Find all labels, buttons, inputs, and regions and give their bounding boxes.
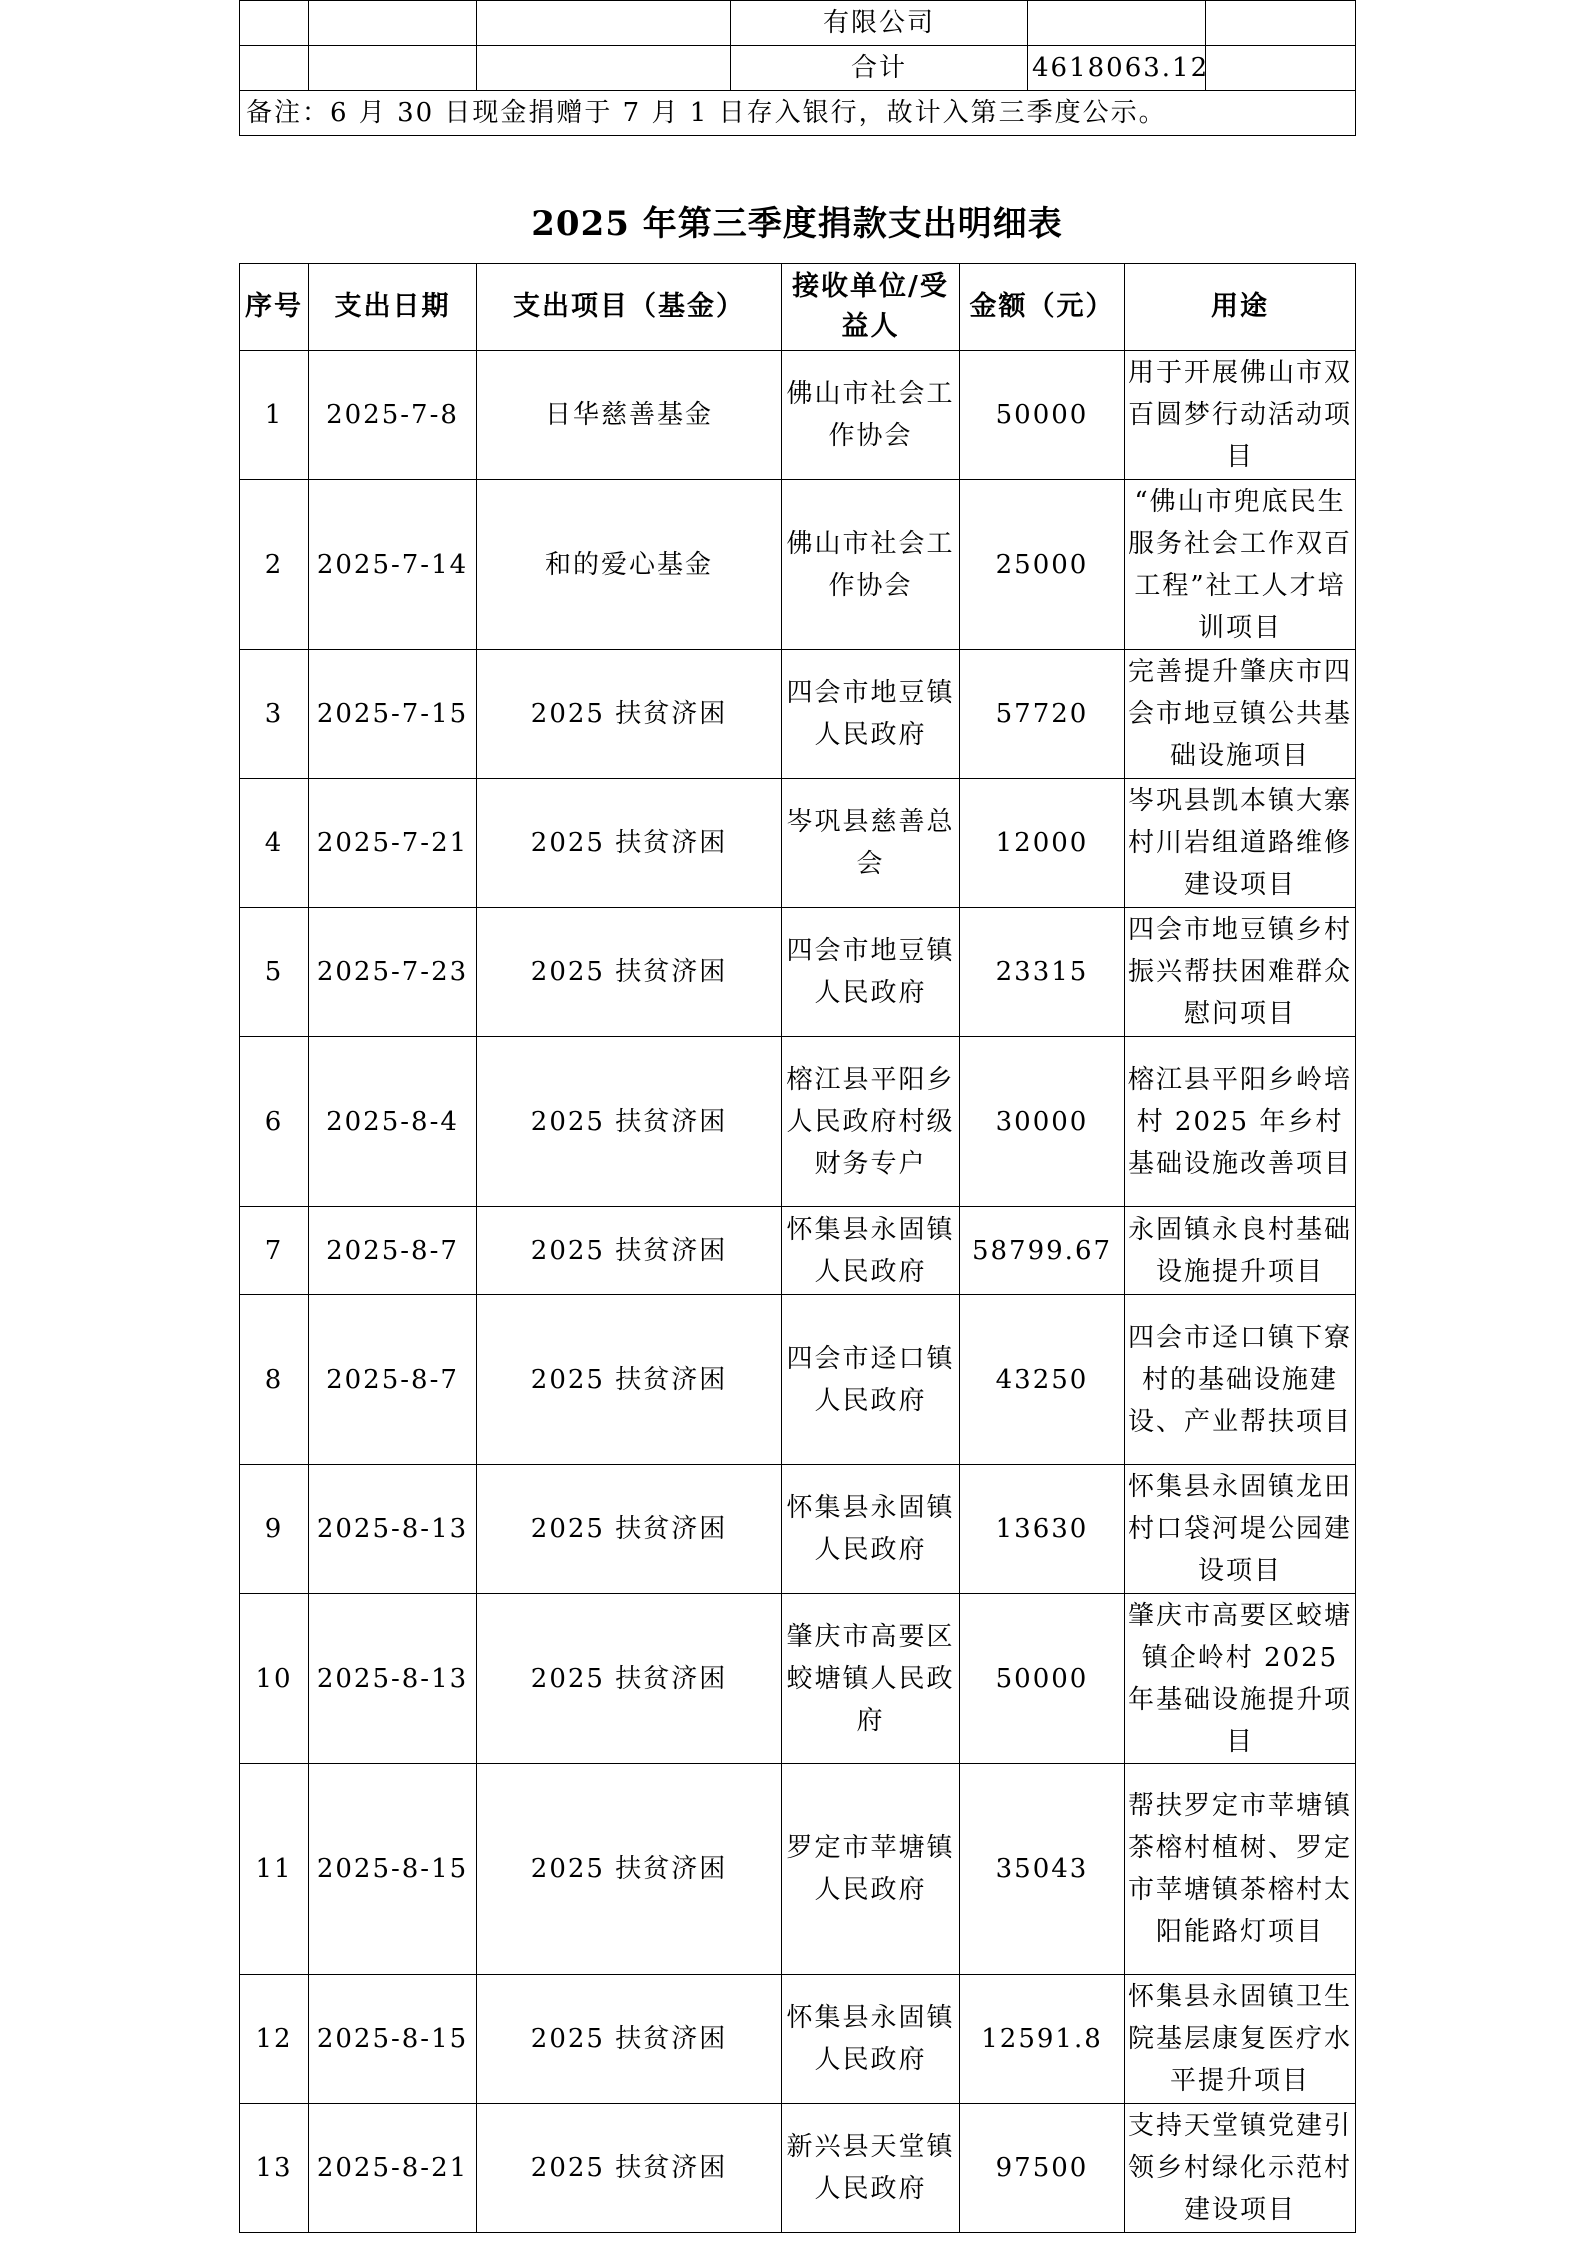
table-row bbox=[240, 1207, 1356, 1295]
row-recipient: 新兴县天堂镇人民政府 bbox=[782, 2104, 960, 2233]
row-amount: 50000 bbox=[960, 1594, 1125, 1764]
row-project: 2025 扶贫济困 bbox=[477, 1465, 782, 1594]
row-amount: 12591.8 bbox=[960, 1975, 1125, 2104]
row-recipient: 罗定市苹塘镇人民政府 bbox=[782, 1764, 960, 1975]
row-no: 11 bbox=[240, 1764, 309, 1975]
row-no: 8 bbox=[240, 1295, 309, 1465]
table-cell bbox=[477, 46, 731, 91]
row-purpose: 完善提升肇庆市四会市地豆镇公共基础设施项目 bbox=[1125, 650, 1356, 779]
table-cell bbox=[477, 1, 731, 46]
table-row bbox=[240, 2104, 1356, 2233]
row-date: 2025-8-7 bbox=[309, 1207, 477, 1295]
row-date: 2025-8-7 bbox=[309, 1295, 477, 1465]
row-no: 9 bbox=[240, 1465, 309, 1594]
row-no: 2 bbox=[240, 480, 309, 650]
row-date: 2025-8-4 bbox=[309, 1037, 477, 1207]
table-cell bbox=[309, 46, 477, 91]
table-cell bbox=[309, 1, 477, 46]
row-recipient: 四会市地豆镇人民政府 bbox=[782, 908, 960, 1037]
row-amount: 58799.67 bbox=[960, 1207, 1125, 1295]
row-no: 7 bbox=[240, 1207, 309, 1295]
row-date: 2025-8-15 bbox=[309, 1764, 477, 1975]
row-project: 和的爱心基金 bbox=[477, 480, 782, 650]
row-date: 2025-7-8 bbox=[309, 351, 477, 480]
total-label: 合计 bbox=[731, 46, 1028, 91]
row-amount: 30000 bbox=[960, 1037, 1125, 1207]
carryover-table bbox=[239, 0, 1356, 136]
row-purpose: 岑巩县凯本镇大寨村川岩组道路维修建设项目 bbox=[1125, 779, 1356, 908]
row-date: 2025-7-23 bbox=[309, 908, 477, 1037]
row-purpose: 支持天堂镇党建引领乡村绿化示范村建设项目 bbox=[1125, 2104, 1356, 2233]
row-purpose: 四会市地豆镇乡村振兴帮扶困难群众慰问项目 bbox=[1125, 908, 1356, 1037]
row-purpose: 怀集县永固镇龙田村口袋河堤公园建设项目 bbox=[1125, 1465, 1356, 1594]
row-purpose: 永固镇永良村基础设施提升项目 bbox=[1125, 1207, 1356, 1295]
table-row bbox=[240, 1295, 1356, 1465]
row-amount: 50000 bbox=[960, 351, 1125, 480]
table-row bbox=[240, 1594, 1356, 1764]
row-date: 2025-8-15 bbox=[309, 1975, 477, 2104]
row-project: 2025 扶贫济困 bbox=[477, 1975, 782, 2104]
row-purpose: 四会市迳口镇下寮村的基础设施建设、产业帮扶项目 bbox=[1125, 1295, 1356, 1465]
row-amount: 97500 bbox=[960, 2104, 1125, 2233]
row-project: 2025 扶贫济困 bbox=[477, 2104, 782, 2233]
header-project: 支出项目（基金） bbox=[477, 264, 782, 351]
donation-expense-table bbox=[239, 263, 1356, 2233]
row-amount: 13630 bbox=[960, 1465, 1125, 1594]
row-no: 13 bbox=[240, 2104, 309, 2233]
row-project: 2025 扶贫济困 bbox=[477, 1207, 782, 1295]
header-date: 支出日期 bbox=[309, 264, 477, 351]
row-purpose: 帮扶罗定市苹塘镇茶榕村植树、罗定市苹塘镇茶榕村太阳能路灯项目 bbox=[1125, 1764, 1356, 1975]
table-row bbox=[240, 779, 1356, 908]
row-recipient: 肇庆市高要区蛟塘镇人民政府 bbox=[782, 1594, 960, 1764]
row-date: 2025-8-13 bbox=[309, 1594, 477, 1764]
header-row bbox=[240, 264, 1356, 351]
remark-note: 备注：6 月 30 日现金捐赠于 7 月 1 日存入银行，故计入第三季度公示。 bbox=[240, 91, 1356, 136]
row-no: 4 bbox=[240, 779, 309, 908]
table-row bbox=[240, 1465, 1356, 1594]
row-project: 2025 扶贫济困 bbox=[477, 908, 782, 1037]
row-purpose: 榕江县平阳乡岭培村 2025 年乡村基础设施改善项目 bbox=[1125, 1037, 1356, 1207]
row-no: 10 bbox=[240, 1594, 309, 1764]
row-no: 1 bbox=[240, 351, 309, 480]
row-date: 2025-8-21 bbox=[309, 2104, 477, 2233]
row-amount: 12000 bbox=[960, 779, 1125, 908]
row-no: 12 bbox=[240, 1975, 309, 2104]
row-recipient: 怀集县永固镇人民政府 bbox=[782, 1207, 960, 1295]
page-title: 2025 年第三季度捐款支出明细表 bbox=[531, 204, 1063, 244]
row-recipient: 岑巩县慈善总会 bbox=[782, 779, 960, 908]
row-recipient: 怀集县永固镇人民政府 bbox=[782, 1975, 960, 2104]
row-recipient: 四会市迳口镇人民政府 bbox=[782, 1295, 960, 1465]
total-row bbox=[240, 46, 1356, 91]
table-cell bbox=[1206, 1, 1356, 46]
row-amount: 43250 bbox=[960, 1295, 1125, 1465]
row-amount: 35043 bbox=[960, 1764, 1125, 1975]
row-recipient: 怀集县永固镇人民政府 bbox=[782, 1465, 960, 1594]
row-recipient: 佛山市社会工作协会 bbox=[782, 351, 960, 480]
row-recipient: 四会市地豆镇人民政府 bbox=[782, 650, 960, 779]
row-project: 2025 扶贫济困 bbox=[477, 1594, 782, 1764]
table-cell bbox=[1206, 46, 1356, 91]
remark-row bbox=[240, 91, 1356, 136]
row-date: 2025-8-13 bbox=[309, 1465, 477, 1594]
table-cell: 有限公司 bbox=[731, 1, 1028, 46]
table-row bbox=[240, 1975, 1356, 2104]
row-purpose: 肇庆市高要区蛟塘镇企岭村 2025 年基础设施提升项目 bbox=[1125, 1594, 1356, 1764]
header-amount: 金额（元） bbox=[960, 264, 1125, 351]
row-amount: 25000 bbox=[960, 480, 1125, 650]
total-amount: 4618063.12 bbox=[1028, 46, 1206, 91]
row-no: 5 bbox=[240, 908, 309, 1037]
table-row bbox=[240, 908, 1356, 1037]
table-row bbox=[240, 650, 1356, 779]
header-purpose: 用途 bbox=[1125, 264, 1356, 351]
row-date: 2025-7-14 bbox=[309, 480, 477, 650]
row-no: 6 bbox=[240, 1037, 309, 1207]
header-recipient: 接收单位/受益人 bbox=[782, 264, 960, 351]
row-project: 2025 扶贫济困 bbox=[477, 1037, 782, 1207]
row-amount: 57720 bbox=[960, 650, 1125, 779]
row-project: 2025 扶贫济困 bbox=[477, 1295, 782, 1465]
table-row bbox=[240, 480, 1356, 650]
row-recipient: 佛山市社会工作协会 bbox=[782, 480, 960, 650]
row-no: 3 bbox=[240, 650, 309, 779]
header-no: 序号 bbox=[240, 264, 309, 351]
row-purpose: “佛山市兜底民生服务社会工作双百工程”社工人才培训项目 bbox=[1125, 480, 1356, 650]
row-date: 2025-7-21 bbox=[309, 779, 477, 908]
carryover-row bbox=[240, 1, 1356, 46]
row-purpose: 怀集县永固镇卫生院基层康复医疗水平提升项目 bbox=[1125, 1975, 1356, 2104]
row-project: 2025 扶贫济困 bbox=[477, 779, 782, 908]
table-row bbox=[240, 1764, 1356, 1975]
row-amount: 23315 bbox=[960, 908, 1125, 1037]
row-project: 2025 扶贫济困 bbox=[477, 1764, 782, 1975]
row-project: 2025 扶贫济困 bbox=[477, 650, 782, 779]
table-cell bbox=[240, 1, 309, 46]
table-cell bbox=[240, 46, 309, 91]
row-project: 日华慈善基金 bbox=[477, 351, 782, 480]
table-row bbox=[240, 1037, 1356, 1207]
table-row bbox=[240, 351, 1356, 480]
row-purpose: 用于开展佛山市双百圆梦行动活动项目 bbox=[1125, 351, 1356, 480]
row-recipient: 榕江县平阳乡人民政府村级财务专户 bbox=[782, 1037, 960, 1207]
row-date: 2025-7-15 bbox=[309, 650, 477, 779]
table-cell bbox=[1028, 1, 1206, 46]
